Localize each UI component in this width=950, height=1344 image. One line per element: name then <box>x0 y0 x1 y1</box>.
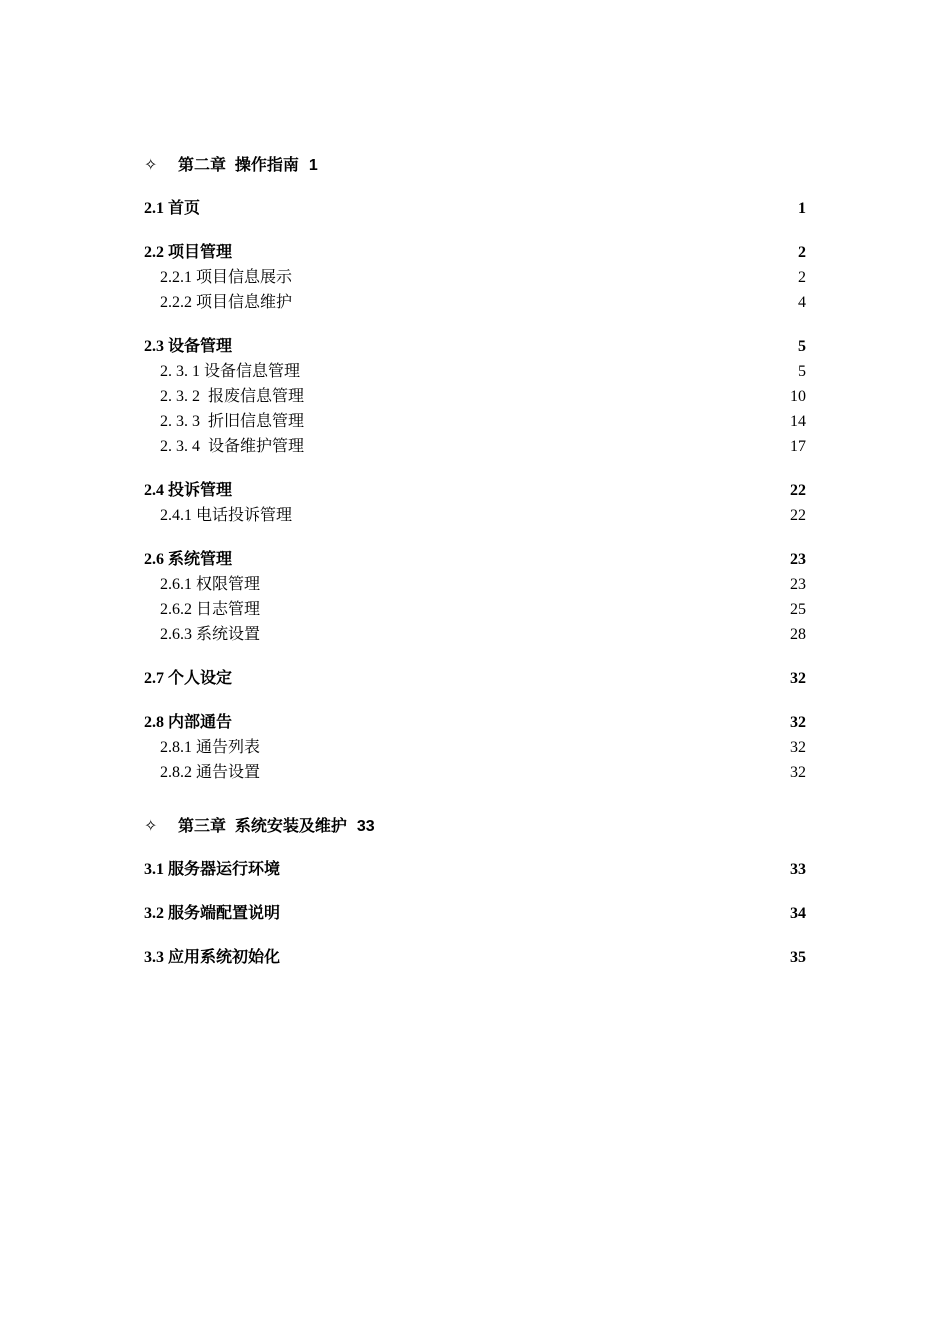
section-title: 2.8 内部通告 <box>144 714 233 731</box>
subsection-title: 2. 3. 2 报废信息管理 <box>160 388 305 405</box>
chapter-title: 第三章 系统安装及维护 <box>178 818 347 835</box>
table-of-contents <box>144 152 806 970</box>
chapter-page-number: 33 <box>356 818 375 835</box>
toc-section-group <box>144 334 806 459</box>
subsection-title: 2. 3. 4 设备维护管理 <box>160 438 305 455</box>
chapter-page-number: 1 <box>308 157 318 174</box>
toc-section-group <box>144 901 806 926</box>
section-title: 3.1 服务器运行环境 <box>144 861 281 878</box>
toc-section-entry[interactable] <box>144 547 806 572</box>
toc-section-group <box>144 857 806 882</box>
section-title: 2.6 系统管理 <box>144 551 233 568</box>
subsection-page-number: 4 <box>798 294 806 311</box>
subsection-title: 2.6.3 系统设置 <box>160 626 261 643</box>
toc-section-entry[interactable] <box>144 945 806 970</box>
toc-section-group <box>144 196 806 221</box>
toc-section-group <box>144 478 806 528</box>
toc-section-entry[interactable] <box>144 196 806 221</box>
toc-section-entry[interactable] <box>144 334 806 359</box>
chapter-heading[interactable] <box>144 152 806 180</box>
section-page-number: 1 <box>798 200 806 217</box>
subsection-page-number: 32 <box>790 764 806 781</box>
subsection-page-number: 23 <box>790 576 806 593</box>
diamond-bullet-icon: ✧ <box>144 818 158 835</box>
subsection-title: 2.6.1 权限管理 <box>160 576 261 593</box>
section-page-number: 34 <box>790 905 806 922</box>
chapter-title: 第二章 操作指南 <box>178 157 299 174</box>
toc-subsection-entry[interactable] <box>144 409 806 434</box>
section-page-number: 32 <box>790 714 806 731</box>
subsection-page-number: 10 <box>790 388 806 405</box>
section-page-number: 35 <box>790 949 806 966</box>
toc-subsection-entry[interactable] <box>144 760 806 785</box>
section-title: 2.1 首页 <box>144 200 201 217</box>
subsection-page-number: 22 <box>790 507 806 524</box>
toc-section-group <box>144 710 806 785</box>
subsection-page-number: 28 <box>790 626 806 643</box>
subsection-title: 2.8.2 通告设置 <box>160 764 261 781</box>
subsection-title: 2.4.1 电话投诉管理 <box>160 507 293 524</box>
section-page-number: 33 <box>790 861 806 878</box>
section-page-number: 2 <box>798 244 806 261</box>
toc-section-group <box>144 547 806 647</box>
toc-section-entry[interactable] <box>144 666 806 691</box>
toc-subsection-entry[interactable] <box>144 359 806 384</box>
toc-subsection-entry[interactable] <box>144 597 806 622</box>
toc-subsection-entry[interactable] <box>144 622 806 647</box>
section-title: 2.4 投诉管理 <box>144 482 233 499</box>
toc-section-entry[interactable] <box>144 710 806 735</box>
toc-subsection-entry[interactable] <box>144 290 806 315</box>
toc-section-entry[interactable] <box>144 857 806 882</box>
toc-section-group <box>144 945 806 970</box>
subsection-page-number: 14 <box>790 413 806 430</box>
toc-section-entry[interactable] <box>144 478 806 503</box>
toc-subsection-entry[interactable] <box>144 434 806 459</box>
subsection-title: 2.2.2 项目信息维护 <box>160 294 293 311</box>
subsection-page-number: 2 <box>798 269 806 286</box>
subsection-title: 2.6.2 日志管理 <box>160 601 261 618</box>
section-page-number: 32 <box>790 670 806 687</box>
toc-section-group <box>144 666 806 691</box>
subsection-title: 2. 3. 1 设备信息管理 <box>160 363 301 380</box>
subsection-page-number: 5 <box>798 363 806 380</box>
toc-subsection-entry[interactable] <box>144 735 806 760</box>
toc-section-group <box>144 240 806 315</box>
subsection-page-number: 25 <box>790 601 806 618</box>
section-title: 3.3 应用系统初始化 <box>144 949 281 966</box>
section-title: 3.2 服务端配置说明 <box>144 905 281 922</box>
chapter-heading[interactable] <box>144 813 806 841</box>
toc-section-entry[interactable] <box>144 901 806 926</box>
section-title: 2.7 个人设定 <box>144 670 233 687</box>
section-title: 2.3 设备管理 <box>144 338 233 355</box>
subsection-title: 2. 3. 3 折旧信息管理 <box>160 413 305 430</box>
section-page-number: 5 <box>798 338 806 355</box>
subsection-page-number: 17 <box>790 438 806 455</box>
toc-section-entry[interactable] <box>144 240 806 265</box>
section-page-number: 22 <box>790 482 806 499</box>
toc-subsection-entry[interactable] <box>144 503 806 528</box>
section-title: 2.2 项目管理 <box>144 244 233 261</box>
subsection-page-number: 32 <box>790 739 806 756</box>
toc-subsection-entry[interactable] <box>144 384 806 409</box>
section-page-number: 23 <box>790 551 806 568</box>
toc-subsection-entry[interactable] <box>144 572 806 597</box>
diamond-bullet-icon: ✧ <box>144 157 158 174</box>
subsection-title: 2.8.1 通告列表 <box>160 739 261 756</box>
subsection-title: 2.2.1 项目信息展示 <box>160 269 293 286</box>
toc-subsection-entry[interactable] <box>144 265 806 290</box>
